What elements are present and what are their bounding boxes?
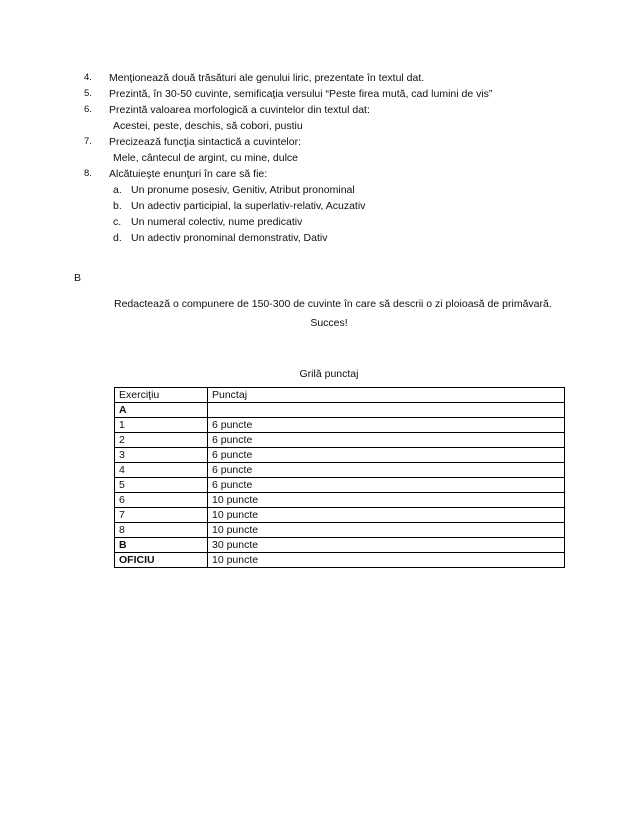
question-text: Prezintă valoarea morfologică a cuvintelor din textul dat: xyxy=(109,104,370,116)
points-cell: 6 puncte xyxy=(208,448,565,463)
question-7 xyxy=(84,134,584,150)
question-number: 7. xyxy=(84,136,92,147)
question-text: Menţionează două trăsături ale genului liric, prezentate în textul dat. xyxy=(109,72,425,84)
table-row xyxy=(115,418,565,433)
question-text: Precizează funcţia sintactică a cuvintelor: xyxy=(109,136,302,148)
grid-title: Grilă punctaj xyxy=(299,368,359,380)
exercise-cell: 4 xyxy=(115,463,208,478)
points-cell: 10 puncte xyxy=(208,553,565,568)
table-row xyxy=(115,478,565,493)
column-header: Exerciţiu xyxy=(115,388,208,403)
question-number: 6. xyxy=(84,104,92,115)
question-number: 5. xyxy=(84,88,92,99)
exercise-cell: 2 xyxy=(115,433,208,448)
points-cell: 10 puncte xyxy=(208,493,565,508)
exercise-cell: OFICIU xyxy=(115,553,208,568)
option-letter: b. xyxy=(113,200,122,212)
question-4 xyxy=(84,70,584,86)
option-letter: c. xyxy=(113,216,122,228)
table-row xyxy=(115,403,565,418)
table-row xyxy=(115,448,565,463)
exercise-cell: 7 xyxy=(115,508,208,523)
table-row xyxy=(115,553,565,568)
points-cell: 10 puncte xyxy=(208,523,565,538)
table-row xyxy=(115,493,565,508)
question-7-words: Mele, cântecul de argint, cu mine, dulce xyxy=(113,152,299,164)
option-c xyxy=(84,214,584,230)
option-text: Un adectiv participial, la superlativ-relativ, Acuzativ xyxy=(131,200,366,212)
option-text: Un adectiv pronominal demonstrativ, Dativ xyxy=(131,232,328,244)
option-b xyxy=(84,198,584,214)
option-d xyxy=(84,230,584,246)
question-number: 8. xyxy=(84,168,92,179)
table-row xyxy=(115,463,565,478)
table-header-row xyxy=(115,388,565,403)
exercise-cell: 6 xyxy=(115,493,208,508)
exercise-cell: 8 xyxy=(115,523,208,538)
points-cell: 6 puncte xyxy=(208,463,565,478)
section-b-label: B xyxy=(74,272,82,284)
questions-list xyxy=(84,70,584,246)
points-cell: 30 puncte xyxy=(208,538,565,553)
option-a xyxy=(84,182,584,198)
option-text: Un numeral colectiv, nume predicativ xyxy=(131,216,303,228)
exercise-cell: B xyxy=(115,538,208,553)
points-cell: 10 puncte xyxy=(208,508,565,523)
exercise-cell: 5 xyxy=(115,478,208,493)
question-6 xyxy=(84,102,584,118)
exercise-cell: A xyxy=(115,403,208,418)
points-cell: 6 puncte xyxy=(208,418,565,433)
section-b-task: Redactează o compunere de 150-300 de cuvinte în care să descrii o zi ploioasă de primăvară. xyxy=(114,298,552,310)
score-grid-table xyxy=(114,387,565,568)
exercise-cell: 3 xyxy=(115,448,208,463)
closing-text: Succes! xyxy=(310,317,348,329)
table-row xyxy=(115,523,565,538)
column-header: Punctaj xyxy=(208,388,565,403)
points-cell: 6 puncte xyxy=(208,433,565,448)
option-letter: a. xyxy=(113,184,122,196)
question-6-words: Acestei, peste, deschis, să cobori, pustiu xyxy=(113,120,303,132)
question-number: 4. xyxy=(84,72,92,83)
option-letter: d. xyxy=(113,232,122,244)
question-text: Prezintă, în 30-50 cuvinte, semificaţia versului “Peste firea mută, cad lumini de vis” xyxy=(109,88,493,100)
question-text: Alcătuieşte enunţuri în care să fie: xyxy=(109,168,268,180)
points-cell: 6 puncte xyxy=(208,478,565,493)
exercise-cell: 1 xyxy=(115,418,208,433)
table-row xyxy=(115,433,565,448)
option-text: Un pronume posesiv, Genitiv, Atribut pronominal xyxy=(131,184,355,196)
table-row xyxy=(115,538,565,553)
question-8 xyxy=(84,166,584,182)
question-5 xyxy=(84,86,584,102)
table-row xyxy=(115,508,565,523)
points-cell xyxy=(208,403,565,418)
